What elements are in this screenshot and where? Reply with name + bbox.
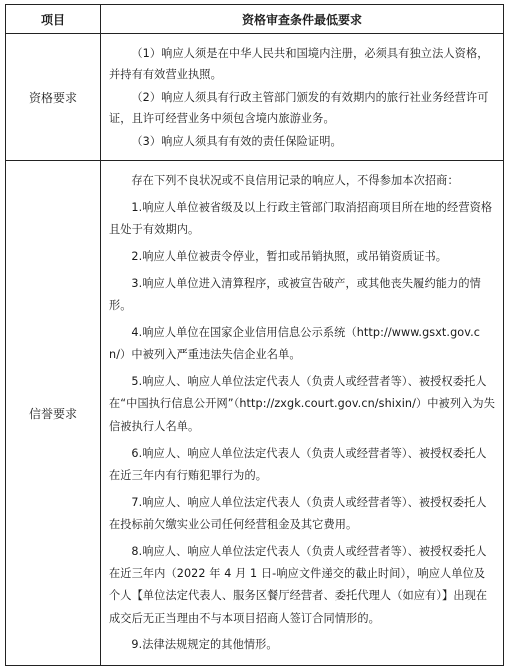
table-header-row [6,5,504,34]
credit-item-8: 8.响应人、响应人单位法定代表人（负责人或经营者等）、被授权委托人在近三年内（2022 年 4 月 1 日-响应文件递交的截止时间），响应人单位及个人【单位法定代表人、服务区餐厅经营者、委托代理人（如应有）】出现在成交后无正当理由不与本项目招商人签订合同情形的。 [109,544,488,625]
header-requirements: 资格审查条件最低要求 [101,5,504,34]
credit-item-3: 3.响应人单位进入清算程序，或被宣告破产，或其他丧失履约能力的情形。 [109,276,481,313]
qualification-item-1: （1）响应人须是在中华人民共和国境内注册，必须具有独立法人资格，并持有有效营业执照。 [109,47,489,81]
credit-item-9: 9.法律法规规定的其他情形。 [131,638,278,652]
credit-item-4: 4.响应人单位在国家企业信用信息公示系统（http://www.gsxt.gov.cn/）中被列入严重违法失信企业名单。 [109,326,480,362]
credit-content [101,161,504,666]
row-label-credit: 信誉要求 [6,161,101,666]
credit-item-7: 7.响应人、响应人单位法定代表人（负责人或经营者等）、被授权委托人在投标前欠缴实业公司任何经营租金及其它费用。 [109,495,487,531]
qualification-content [101,34,504,161]
credit-intro: 存在下列不良状况或不良信用记录的响应人，不得参加本次招商： [131,174,459,188]
credit-item-2: 2.响应人单位被责令停业，暂扣或吊销执照，或吊销资质证书。 [131,250,448,264]
table-row-credit [6,161,504,666]
qualification-item-2: （2）响应人须具有行政主管部门颁发的有效期内的旅行社业务经营许可证，且许可经营业务中须包含境内旅游业务。 [109,91,489,125]
header-item: 项目 [6,5,101,34]
credit-item-5: 5.响应人、响应人单位法定代表人（负责人或经营者等）、被授权委托人在“中国执行信息公开网”（http://zxgk.court.gov.cn/shixin/）中被列入为失信被执行人名单。 [109,375,495,433]
row-label-qualification: 资格要求 [6,34,101,161]
qualification-table [5,4,504,666]
credit-item-1: 1.响应人单位被省级及以上行政主管部门取消招商项目所在地的经营资格且处于有效期内。 [109,201,493,237]
credit-item-6: 6.响应人、响应人单位法定代表人（负责人或经营者等）、被授权委托人在近三年内有行贿犯罪行为的。 [109,446,487,482]
qualification-item-3: （3）响应人须具有有效的责任保险证明。 [131,135,342,148]
table-row-qualification [6,34,504,161]
